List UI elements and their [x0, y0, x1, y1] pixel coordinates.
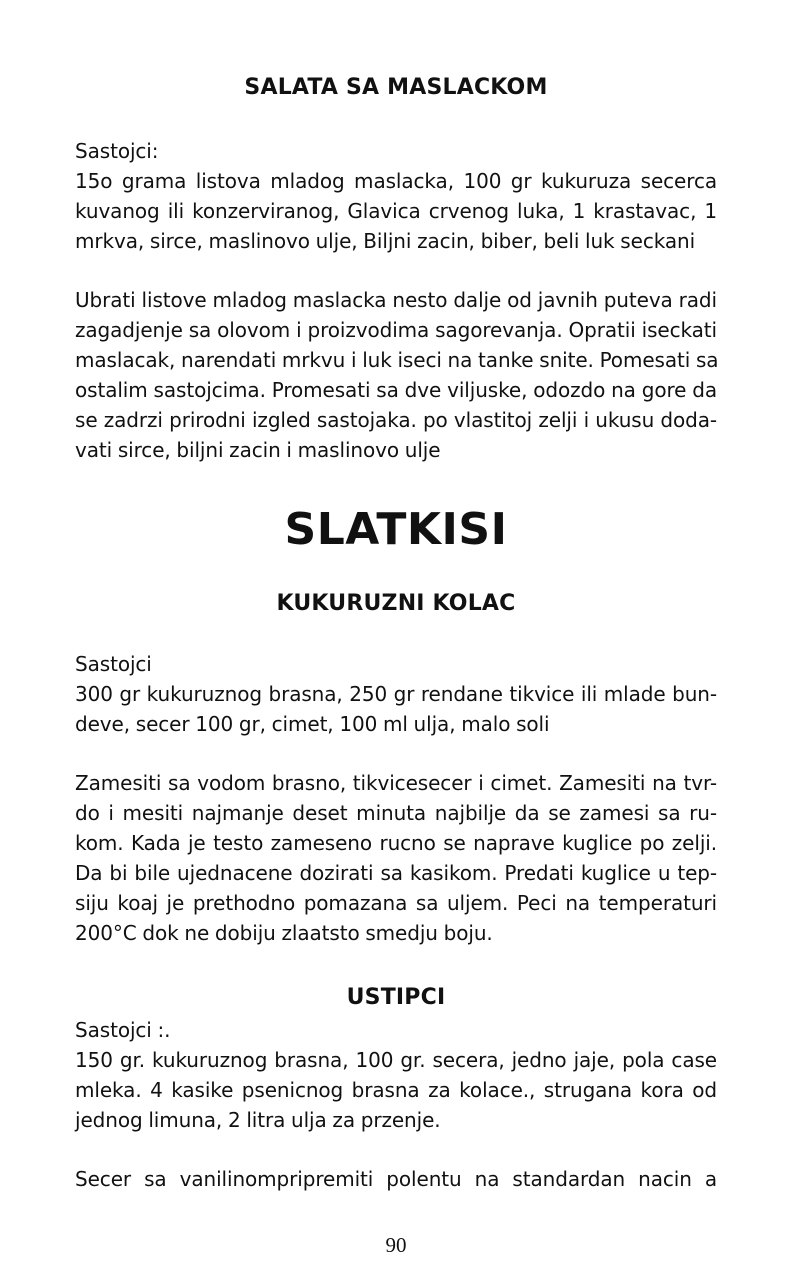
text-line: Da bi bile ujednacene dozirati sa kasikom. Predati kuglice u tep-	[75, 861, 717, 885]
text-line: zagadjenje sa olovom i proizvodima sagorevanja. Opratii iseckati	[75, 318, 717, 342]
method-block-kolac	[75, 768, 717, 948]
text-line: ostalim sastojcima. Promesati sa dve viljuske, odozdo na gore da	[75, 378, 717, 402]
text-line: deve, secer 100 gr, cimet, 100 ml ulja, malo soli	[75, 712, 550, 736]
text-line: 300 gr kukuruznog brasna, 250 gr rendane tikvice ili mlade bun-	[75, 682, 717, 706]
ingredients-label: Sastojci	[75, 652, 152, 676]
ingredients-block-ustipci	[75, 1015, 717, 1135]
book-page	[75, 0, 717, 1288]
text-line: 15o grama listova mladog maslacka, 100 gr kukuruza secerca	[75, 169, 717, 193]
ingredients-label: Sastojci:	[75, 139, 159, 163]
text-line: vati sirce, biljni zacin i maslinovo ulje	[75, 438, 441, 462]
text-line: mrkva, sirce, maslinovo ulje, Biljni zacin, biber, beli luk seckani	[75, 229, 696, 253]
ingredients-block-salata	[75, 136, 717, 256]
text-line: mleka. 4 kasike psenicnog brasna za kolace., strugana kora od	[75, 1078, 717, 1102]
text-line: se zadrzi prirodni izgled sastojaka. po vlastitoj zelji i ukusu doda-	[75, 408, 717, 432]
text-line: Secer sa vanilinompripremiti polentu na standardan nacin a	[75, 1167, 717, 1191]
ingredients-block-kolac	[75, 649, 717, 739]
chapter-title: SLATKISI	[284, 504, 508, 555]
text-line: kuvanog ili konzerviranog, Glavica crvenog luka, 1 krastavac, 1	[75, 199, 717, 223]
recipe-title-kolac: KUKURUZNI KOLAC	[276, 591, 516, 616]
method-block-ustipci	[75, 1164, 717, 1194]
text-line: maslacak, narendati mrkvu i luk iseci na tanke snite. Pomesati sa	[75, 348, 719, 372]
ingredients-label: Sastojci :.	[75, 1018, 171, 1042]
page-number: 90	[385, 1233, 407, 1257]
method-block-salata	[75, 285, 717, 465]
text-line: siju koaj je prethodno pomazana sa uljem. Peci na temperaturi	[75, 891, 717, 915]
text-line: 200°C dok ne dobiju zlaatsto smedju boju.	[75, 921, 493, 945]
text-line: kom. Kada je testo zameseno rucno se naprave kuglice po zelji.	[75, 831, 717, 855]
text-line: do i mesiti najmanje deset minuta najbilje da se zamesi sa ru-	[75, 801, 717, 825]
text-line: Zamesiti sa vodom brasno, tikvicesecer i cimet. Zamesiti na tvr-	[75, 771, 717, 795]
recipe-title-salata: SALATA SA MASLACKOM	[244, 75, 548, 100]
text-line: jednog limuna, 2 litra ulja za przenje.	[75, 1108, 441, 1132]
text-line: Ubrati listove mladog maslacka nesto dalje od javnih puteva radi	[75, 288, 717, 312]
text-line: 150 gr. kukuruznog brasna, 100 gr. secera, jedno jaje, pola case	[75, 1048, 717, 1072]
recipe-title-ustipci: USTIPCI	[346, 985, 446, 1010]
